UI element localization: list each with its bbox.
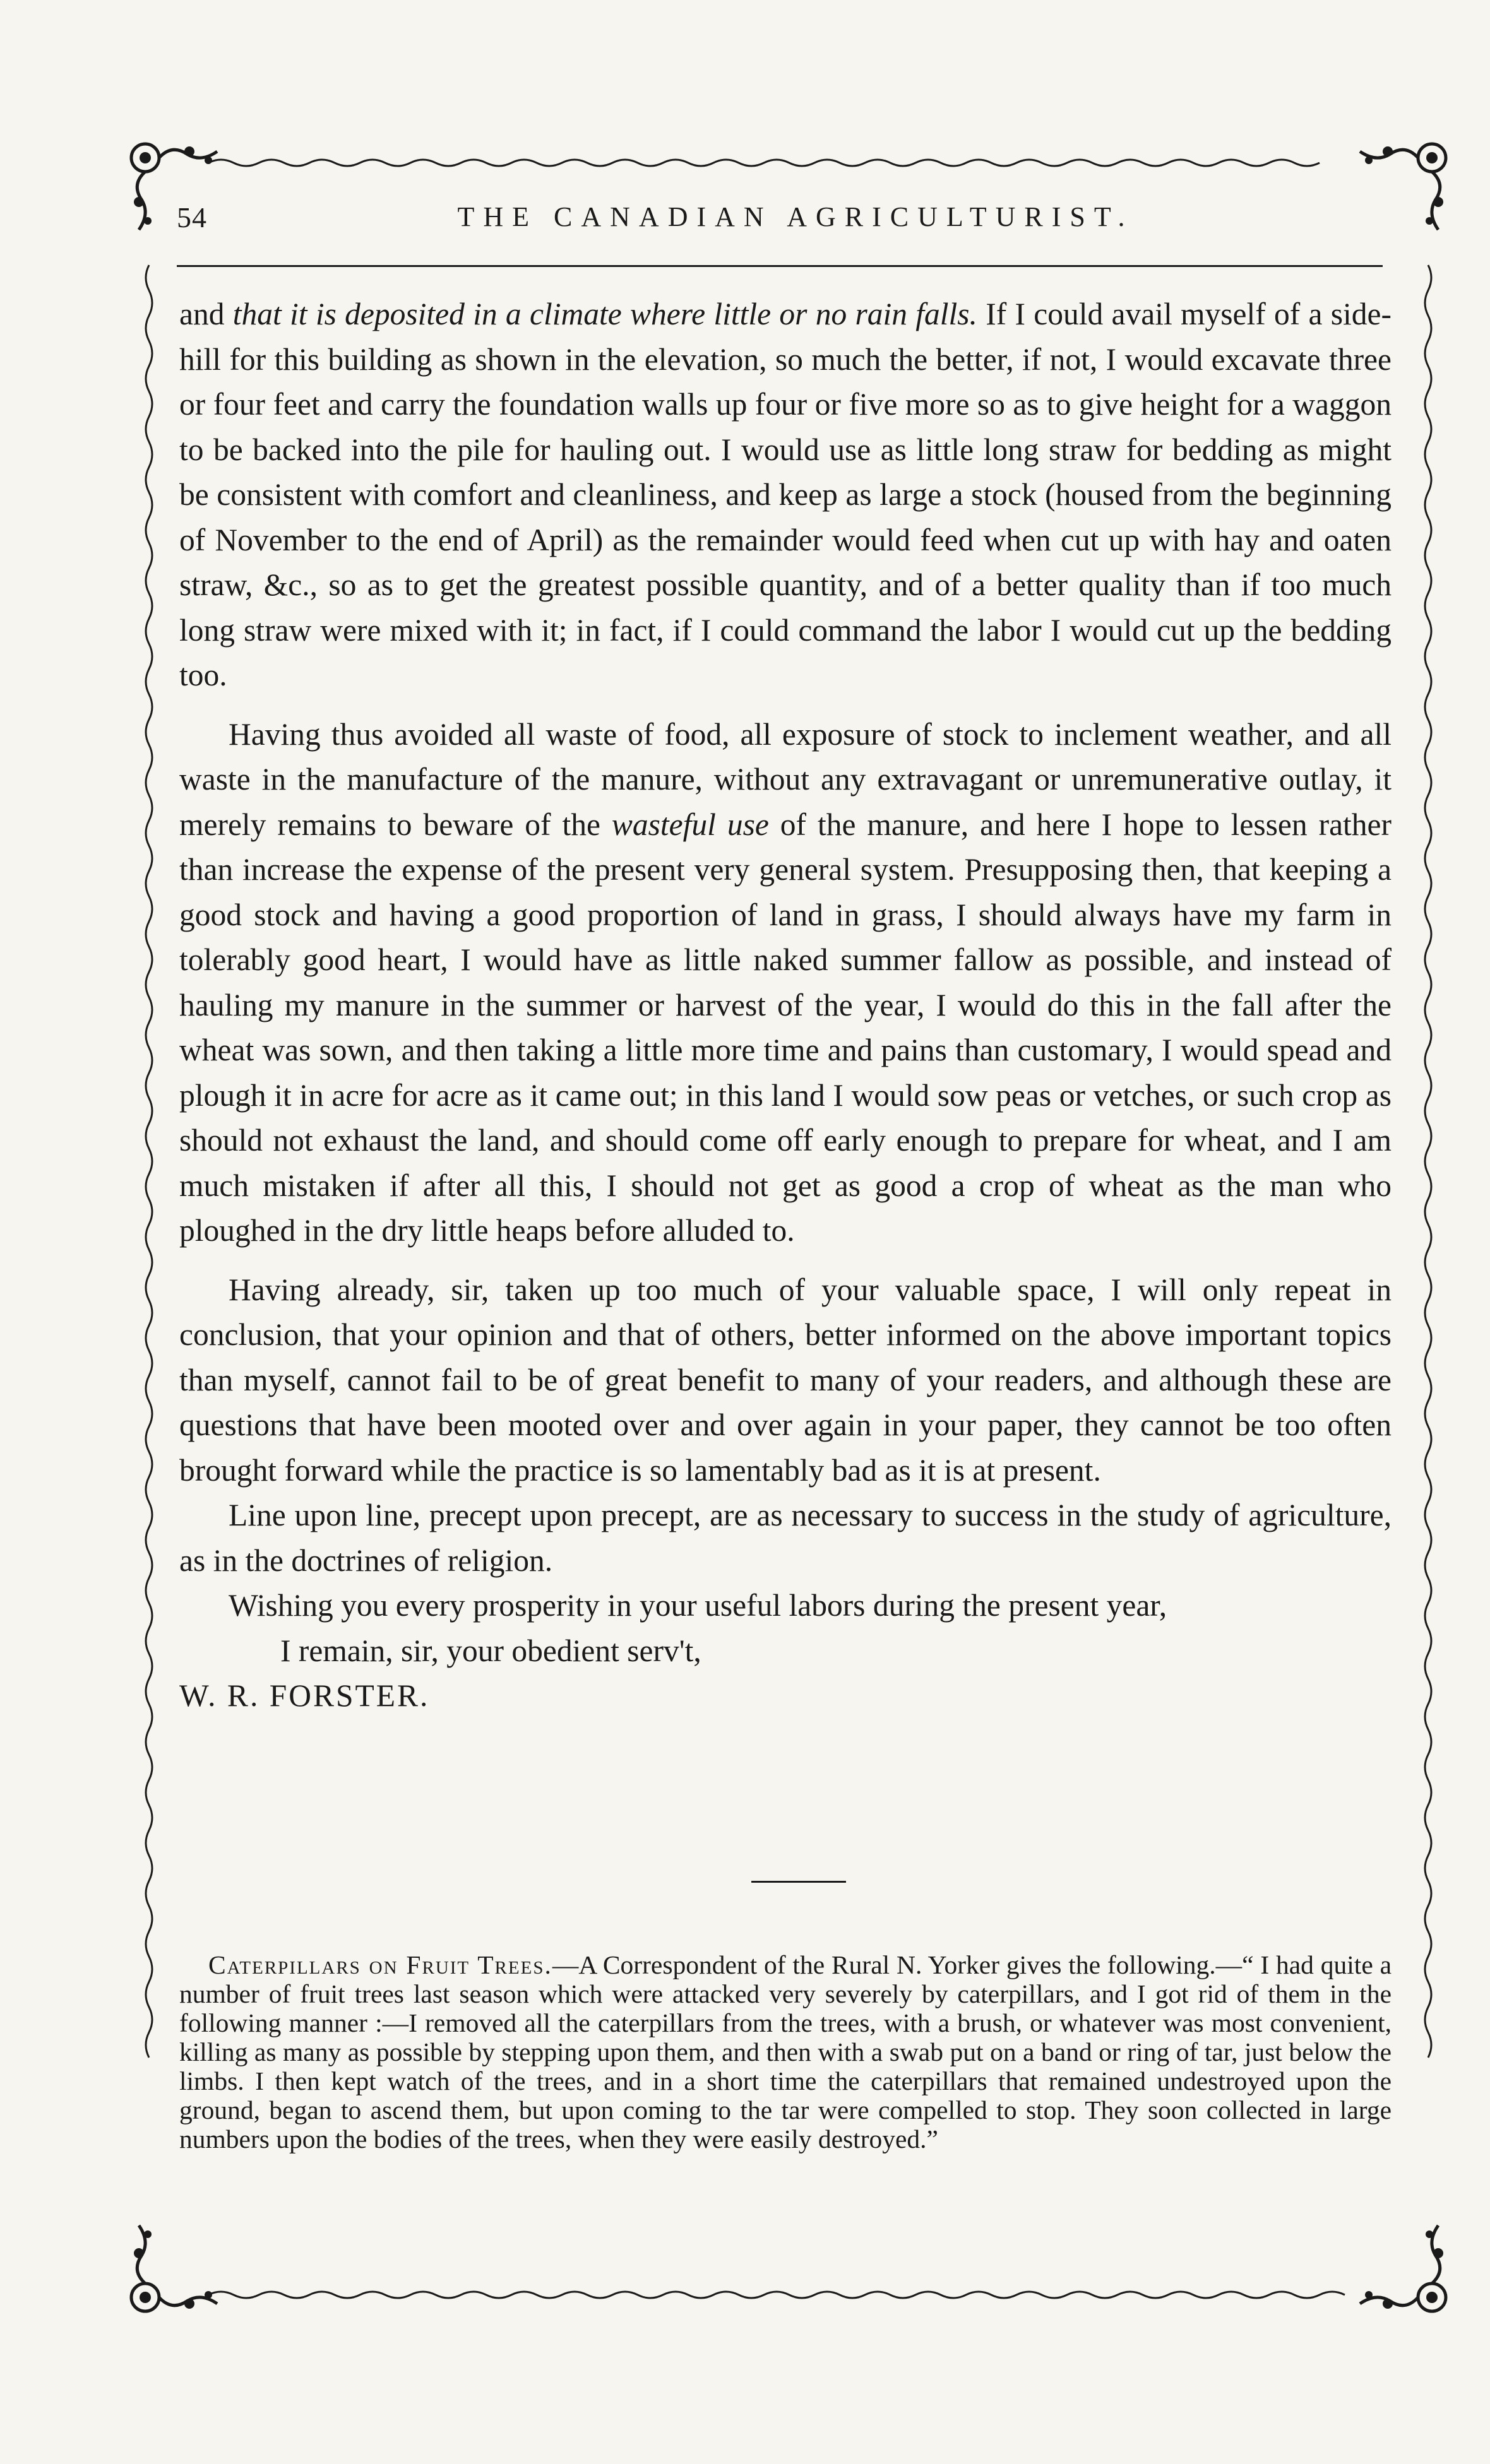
paragraph-5: Wishing you every prosperity in your useful labors during the present year,	[229, 1588, 1167, 1623]
page-header	[177, 201, 1414, 258]
bottom-border-wave	[208, 2292, 1345, 2298]
paragraph-2: Having thus avoided all waste of food, all exposure of stock to inclement weather, and all waste in the manufacture of the manure, without any extravagant or unremunerative outlay, it merely remains to beware of the wasteful use of the manure, and here I hope to lessen rather than increase the expense of the present very general system. Presupposing then, that keeping a good stock and having a good proportion of land in grass, I should always have my farm in tolerably good heart, I would have as little naked summer fallow as possible, and instead of hauling my manure in the summer or harvest of the year, I would do this in the fall after the wheat was sown, and then taking a little more time and pains than customary, I would spead and plough it in acre for acre as it came out; in this land I would sow peas or vetches, or such crop as should not exhaust the land, and should come off early enough to prepare for wheat, and I am much mistaken if after all this, I should not get as good a crop of wheat as the man who ploughed in the dry little heaps before alluded to.	[179, 716, 1392, 1248]
section-divider	[751, 1881, 846, 1883]
running-title: THE CANADIAN AGRICULTURIST.	[457, 201, 1134, 232]
article-text: —A Correspondent of the Rural N. Yorker gives the following.—“ I had quite a number of fruit trees last season which were attacked very severely by caterpillars, and I got rid of them in the following manner :—I removed all the caterpillars from the trees, with a brush, or whatever was most convenient, killing as many as possible by stepping upon them, and then with a swab put on a band or ring of tar, just below the limbs. I then kept watch of the trees, and in a short time the caterpillars that remained undestroyed upon the ground, began to ascend them, but upon coming to the tar were compelled to stop. They soon collected in large numbers upon the bodies of the trees, when they were easily destroyed.”	[179, 1950, 1392, 2153]
caterpillars-article	[179, 1950, 1392, 2153]
header-rule	[177, 265, 1383, 267]
paragraph-4: Line upon line, precept upon precept, are as necessary to success in the study of agriculture, as in the doctrines of religion.	[179, 1498, 1392, 1578]
paragraph-3: Having already, sir, taken up too much of your valuable space, I will only repeat in conclusion, that your opinion and that of others, better informed on the above important topics than myself, cannot fail to be of great benefit to many of your readers, and although these are questions that have been mooted over and over again in your paper, they cannot be too often brought forward while the practice is so lamentably bad as it is at present.	[179, 1272, 1392, 1488]
right-border-wave	[1425, 265, 1431, 2058]
italic-emphasis: that it is deposited in a climate where little or no rain falls.	[232, 297, 977, 331]
closing-line: I remain, sir, your obedient serv't,	[280, 1633, 701, 1668]
left-border-wave	[146, 265, 152, 2058]
italic-emphasis: wasteful use	[611, 807, 769, 842]
signature: W. R. FORSTER.	[179, 1678, 430, 1713]
paragraph-1: and that it is deposited in a climate where little or no rain falls. If I could avail myself of a side-hill for this building as shown in the elevation, so much the better, if not, I would excavate three or four feet and carry the foundation walls up four or five more so as to give height for a waggon to be backed into the pile for hauling out. I would use as little long straw for bedding as might be consistent with comfort and cleanliness, and keep as large a stock (housed from the beginning of November to the end of April) as the remainder would feed when cut up with hay and oaten straw, &c., so as to get the greatest possible quantity, and of a better quality than if too much long straw were mixed with it; in fact, if I could command the labor I would cut up the bedding too.	[179, 297, 1392, 692]
top-border-wave	[208, 160, 1320, 166]
letter-body	[179, 292, 1392, 1719]
page-number: 54	[177, 201, 207, 234]
article-caption: Caterpillars on Fruit Trees.	[208, 1950, 552, 1979]
article-paragraph	[179, 1950, 1392, 2153]
